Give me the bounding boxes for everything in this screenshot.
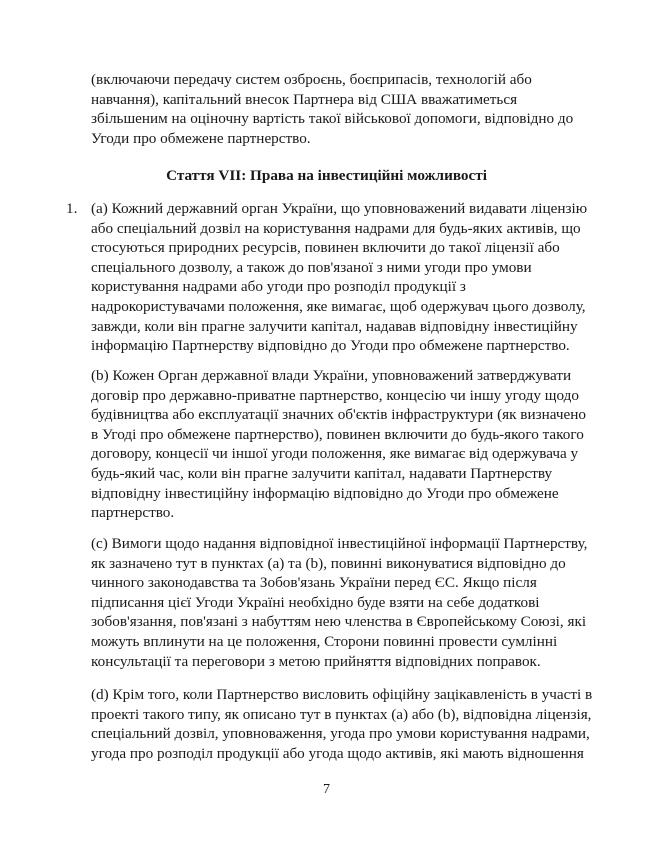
intro-paragraph: (включаючи передачу систем озброєнь, боєприпасів, технологій або навчання), капітальний внесок Партнера від США вважатиметься збільшеним на оціночну вартість такої військової допомоги, відповідно до Угоди про обмежене партнерство. [91, 71, 574, 147]
paragraph-c: (c) Вимоги щодо надання відповідної інвестиційної інформації Партнерству, як зазначено тут в пунктах (a) та (b), повинні виконуватися відповідно до чинного законодавства та Зобов'язань України перед ЄС. Якщо після підписання цієї Угоди Україні необхідно буде взяти на себе додаткові зобов'язання, пов'язані з набуттям нею членства в Європейському Союзі, які можуть вплинути на це положення, Сторони повинні провести сумлінні консультації та переговори з метою прийняття відповідних поправок. [91, 535, 588, 670]
list-number: 1. [66, 200, 78, 217]
paragraph-a: (a) Кожний державний орган України, що уповноважений видавати ліцензію або спеціальний дозвіл на користування надрами для будь-яких активів, що стосуються природних ресурсів, повинен включити до такої ліцензії або спеціального дозволу, а також до пов'язаної з ними угоди про умови користування надрами або угоди про розподіл продукції з надрокористувачами положення, яке вимагає, щоб одержувач цього дозволу, завжди, коли він прагне залучити капітал, надавав відповідну інвестиційну інформацію Партнерству відповідно до Угоди про обмежене партнерство. [91, 200, 588, 355]
paragraph-d: (d) Крім того, коли Партнерство висловить офіційну зацікавленість в участі в проекті такого типу, як описано тут в пунктах (a) або (b), відповідна ліцензія, спеціальний дозвіл, уповноваження, угода про умови користування надрами, угода про розподіл продукції або угода щодо активів, які мають відношення [91, 686, 593, 762]
page-number: 7 [323, 782, 330, 797]
paragraph-b: (b) Кожен Орган державної влади України, уповноважений затверджувати договір про державно-приватне партнерство, концесію чи іншу угоду щодо будівництва або експлуатації значних об'єктів інфраструктури (як визначено в Угоді про обмежене партнерство), повинен включити до будь-якого такого договору, концесії чи іншої угоди положення, яке вимагає від одержувача у будь-який час, коли він прагне залучити капітал, надавати Партнерству відповідну інвестиційну інформацію відповідно до Угоди про обмежене партнерство. [91, 367, 586, 522]
article-heading: Стаття VII: Права на інвестиційні можливості [166, 167, 487, 184]
